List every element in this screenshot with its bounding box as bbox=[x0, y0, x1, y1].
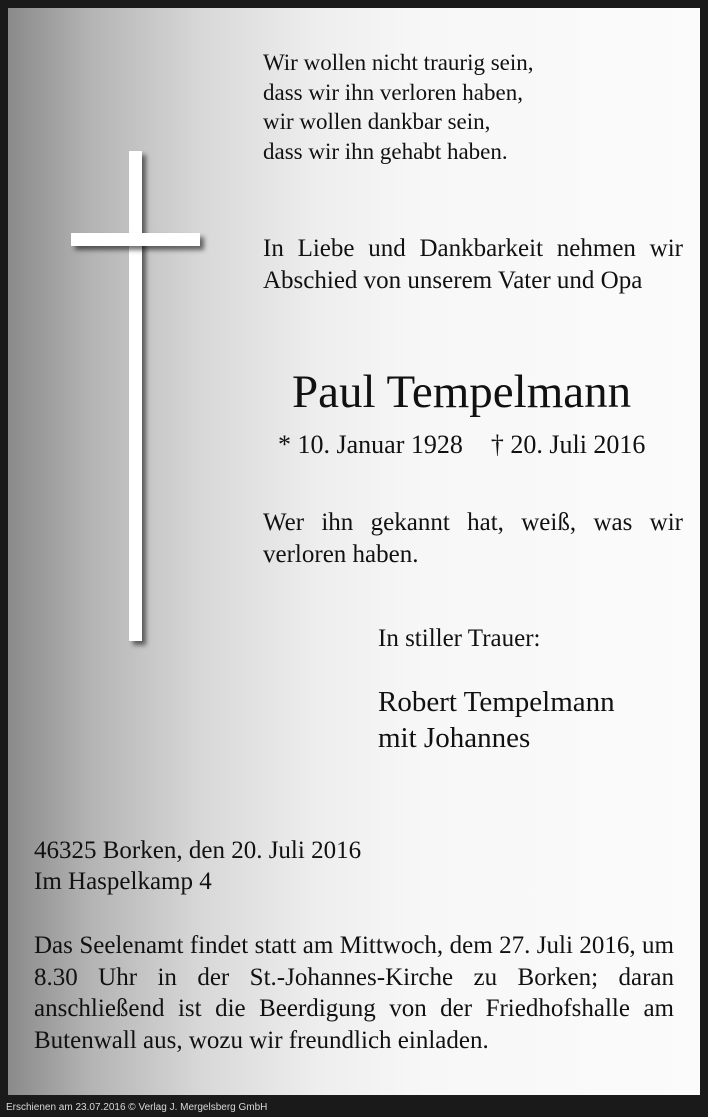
cross-icon bbox=[129, 151, 142, 641]
poem bbox=[263, 48, 534, 166]
address-line: Im Haspelkamp 4 bbox=[34, 868, 212, 895]
birth-date: * 10. Januar 1928 bbox=[278, 430, 463, 459]
deceased-name: Paul Tempelmann bbox=[292, 366, 632, 418]
family-line: Robert Tempelmann bbox=[378, 686, 615, 718]
quote-text: Wer ihn gekannt hat, weiß, was wir verloren haben. bbox=[263, 509, 683, 568]
poem-line: wir wollen dankbar sein, bbox=[263, 109, 491, 134]
family-names bbox=[378, 684, 615, 756]
obituary-notice bbox=[8, 8, 700, 1095]
life-dates bbox=[278, 429, 645, 461]
family-line: mit Johannes bbox=[378, 722, 531, 754]
address bbox=[34, 835, 361, 897]
mourning-label: In stiller Trauer: bbox=[378, 625, 541, 652]
poem-line: dass wir ihn gehabt haben. bbox=[263, 138, 508, 164]
address-line: 46325 Borken, den 20. Juli 2016 bbox=[34, 837, 362, 864]
death-date: † 20. Juli 2016 bbox=[490, 430, 646, 459]
intro-text: In Liebe und Dankbarkeit nehmen wir Abschied von unserem Vater und Opa bbox=[263, 235, 683, 294]
poem-line: Wir wollen nicht traurig sein, bbox=[263, 50, 534, 75]
poem-line: dass wir ihn verloren haben, bbox=[263, 79, 523, 105]
cross-icon-crossbar bbox=[71, 233, 200, 246]
service-info: Das Seelenamt findet statt am Mittwoch, dem 27. Juli 2016, um 8.30 Uhr in der St.-Johannes-Kirche zu Borken; daran anschließend ist die Beerdigung von der Friedhofshalle am Butenwall aus, wozu wir freundlich einladen. bbox=[34, 932, 674, 1054]
publication-footer: Erschienen am 23.07.2016 © Verlag J. Mergelsberg GmbH bbox=[6, 1102, 268, 1113]
